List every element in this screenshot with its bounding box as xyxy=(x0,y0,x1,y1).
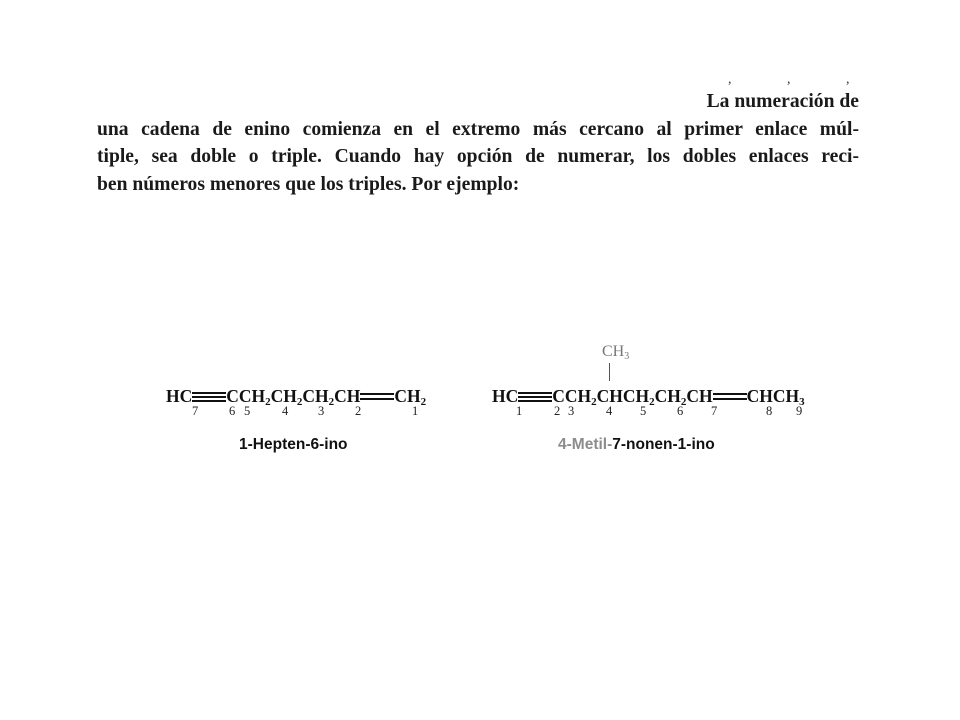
carbon-number: 6 xyxy=(229,404,236,418)
carbon-number: 4 xyxy=(606,404,613,418)
formula-part: CH xyxy=(270,386,297,406)
carbon-number: 5 xyxy=(640,404,647,418)
formula-part: CH xyxy=(686,386,713,406)
top-marks: , , , xyxy=(728,72,876,87)
double-bond-icon xyxy=(713,393,747,400)
paragraph-line-3: tiple, sea doble o triple. Cuando hay opción de numerar, los dobles enlaces reci- xyxy=(97,146,859,168)
formula-subscript: 2 xyxy=(420,396,427,408)
formula-subscript: 2 xyxy=(296,396,303,408)
carbon-number: 3 xyxy=(568,404,575,418)
carbon-number: 6 xyxy=(677,404,684,418)
formula-part: CH xyxy=(394,386,421,406)
formula-heptenino xyxy=(166,384,426,408)
caption-metilnonenino xyxy=(558,436,715,454)
triple-bond-icon xyxy=(192,392,226,402)
formula-part: CHCH xyxy=(596,386,650,406)
carbon-number: 8 xyxy=(766,404,773,418)
formula-subscript: 2 xyxy=(591,396,597,408)
caption-heptenino: 1-Hepten-6-ino xyxy=(239,436,348,453)
carbon-number: 2 xyxy=(554,404,561,418)
carbon-number: 3 xyxy=(318,404,325,418)
carbon-number: 7 xyxy=(711,404,718,418)
formula-part: CH xyxy=(334,386,361,406)
branch-bond-icon xyxy=(609,363,610,381)
double-bond-icon xyxy=(360,393,394,400)
body-paragraph xyxy=(97,88,859,198)
formula-part: CH xyxy=(302,386,329,406)
formula-subscript: 3 xyxy=(799,396,805,408)
formula-subscript: 2 xyxy=(265,396,271,408)
methyl-substituent xyxy=(602,343,629,361)
carbon-number: 9 xyxy=(796,404,803,418)
carbon-number: 1 xyxy=(412,404,419,418)
caption-bold-part: 7-nonen-1-ino xyxy=(612,436,715,453)
formula-subscript: 2 xyxy=(328,396,335,408)
formula-part: HC xyxy=(492,386,519,406)
methyl-subscript: 3 xyxy=(624,351,630,362)
triple-bond-icon xyxy=(518,392,552,402)
carbon-number: 7 xyxy=(192,404,199,418)
caption-faint-part: 4-Metil- xyxy=(558,436,613,453)
paragraph-line-4: ben números menores que los triples. Por ejemplo: xyxy=(97,173,520,195)
formula-part: CH xyxy=(654,386,681,406)
carbon-number: 5 xyxy=(244,404,251,418)
carbon-number: 4 xyxy=(282,404,289,418)
formula-part: CCH xyxy=(226,386,266,406)
formula-part: CHCH xyxy=(746,386,800,406)
paragraph-line-2: una cadena de enino comienza en el extremo más cercano al primer enlace múl- xyxy=(97,118,859,140)
formula-metilnonenino xyxy=(492,384,805,408)
formula-part: HC xyxy=(166,386,193,406)
methyl-text: CH xyxy=(602,343,625,360)
formula-subscript: 2 xyxy=(680,396,687,408)
carbon-number: 2 xyxy=(355,404,362,418)
formula-subscript: 2 xyxy=(649,396,655,408)
formula-part: CCH xyxy=(552,386,592,406)
carbon-number: 1 xyxy=(516,404,523,418)
paragraph-line-1: La numeración de xyxy=(706,91,859,112)
